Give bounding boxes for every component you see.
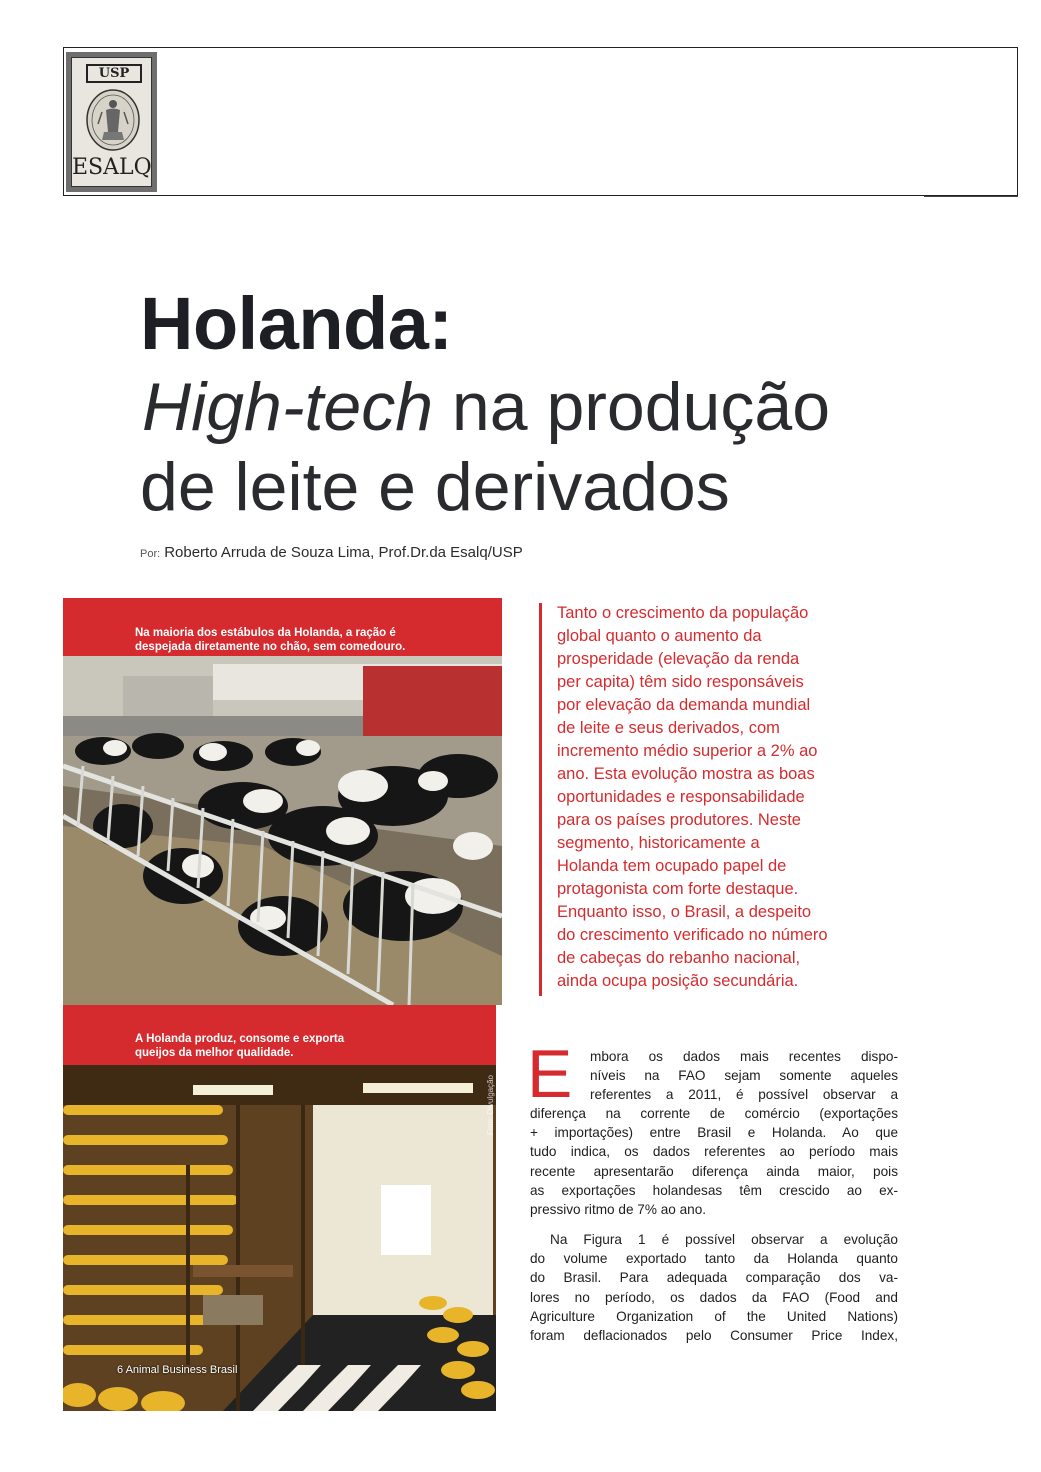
logo-usp-text: USP [86,64,142,83]
barn-caption-line2: despejada diretamente no chão, sem comedouro. [135,641,406,653]
caption-band [63,598,502,656]
text-line: Na Figura 1 é possível observar a evolução [550,1232,898,1247]
text-line: do Brasil. Para adequada comparação dos va- [530,1270,898,1286]
text-line: segmento, historicamente a [557,834,760,852]
text-line: do crescimento verificado no número [557,926,828,944]
text-line: global quanto o aumento da [557,627,762,645]
text-line: de leite e seus derivados, com [557,719,780,737]
barn-photo [63,598,502,1005]
body-paragraph-2 [530,1230,898,1345]
text-line: mbora os dados mais recentes dispo- [590,1049,898,1064]
header-rule [924,196,1018,197]
caption-band-2 [63,1005,496,1065]
text-line: lores no período, os dados da FAO (Food and [530,1289,898,1305]
text-line: protagonista com forte destaque. [557,880,799,898]
article-title-line2 [142,366,830,448]
photo-credit: Foto: Divulgação [486,1075,495,1136]
byline [140,544,523,561]
text-line: Agriculture Organization of the United Nations) [530,1308,898,1324]
text-line: recente apresentarão diferença ainda maior, pois [530,1163,898,1179]
text-line: pressivo ritmo de 7% ao ano. [530,1202,707,1218]
text-line: oportunidades e responsabilidade [557,788,805,806]
usp-esalq-logo [66,52,157,192]
text-line: referentes a 2011, é possível observar a [590,1087,898,1103]
byline-prefix: Por: [140,548,161,560]
text-line: tudo indica, os dados referentes ao período mais [530,1144,898,1160]
text-line: incremento médio superior a 2% ao [557,742,818,760]
header-box [63,47,1018,196]
text-line: foram deflacionados pelo Consumer Price Index, [530,1328,898,1344]
text-line: diferença na corrente de comércio (exportações [530,1106,898,1121]
seal-icon [84,88,142,152]
article-title-line1: Holanda: [140,282,453,365]
barn-caption-line1: Na maioria dos estábulos da Holanda, a ração é [135,627,396,639]
logo-esalq-text: ESALQ [72,155,152,180]
cheese-caption [135,1032,344,1060]
lead-paragraph [557,602,877,993]
text-line: Enquanto isso, o Brasil, a despeito [557,903,812,921]
text-line: por elevação da demanda mundial [557,696,811,714]
text-line: per capita) têm sido responsáveis [557,673,804,691]
text-line: para os países produtores. Neste [557,811,801,829]
text-line: ainda ocupa posição secundária. [557,972,799,990]
title-italic-part: High-tech [142,369,434,445]
cheese-caption-line2: queijos da melhor qualidade. [135,1047,294,1059]
text-line: Holanda tem ocupado papel de [557,857,787,875]
barn-image [63,656,502,1005]
cheese-store-image [63,1065,496,1411]
text-line: as exportações holandesas têm crescido ao ex- [530,1182,898,1198]
title-rest-part: na produção [433,369,831,445]
text-line: Tanto o crescimento da população [557,604,809,622]
cheese-photo [63,1005,496,1411]
body-paragraph-1-indented [590,1047,898,1105]
body-paragraph-1 [530,1104,898,1219]
page-footer: 6 Animal Business Brasil [117,1364,238,1376]
text-line: do volume exportado tanto da Holanda quanto [530,1251,898,1267]
article-title-line3: de leite e derivados [140,449,730,525]
lead-accent-bar [539,603,542,996]
dropcap: E [527,1036,573,1112]
text-line: prosperidade (elevação da renda [557,650,800,668]
text-line: níveis na FAO sejam somente aqueles [590,1068,898,1084]
text-line: de cabeças do rebanho nacional, [557,949,801,967]
text-line: ano. Esta evolução mostra as boas [557,765,815,783]
barn-caption [135,626,405,654]
cheese-caption-line1: A Holanda produz, consome e exporta [135,1033,345,1045]
byline-author: Roberto Arruda de Souza Lima, Prof.Dr.da Esalq/USP [164,544,523,561]
text-line: + importações) entre Brasil e Holanda. Ao que [530,1125,898,1141]
